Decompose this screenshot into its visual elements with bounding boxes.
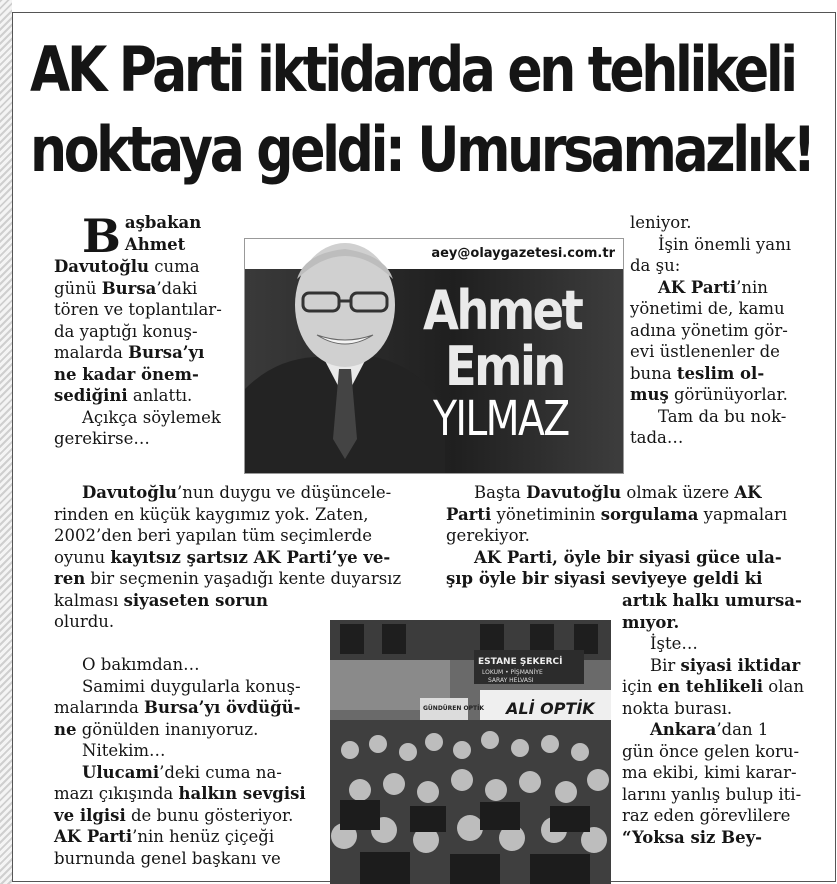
text: malarında xyxy=(54,698,145,717)
page-edge-hatch xyxy=(0,0,12,884)
text: şıp öyle bir siyasi seviyeye geldi ki xyxy=(446,569,763,588)
text: 2002’den beri yapılan tüm seçimlerde xyxy=(54,526,372,545)
text: ma ekibi, kimi karar- xyxy=(622,763,797,782)
text: da şu: xyxy=(630,256,681,275)
text: ’dan 1 xyxy=(716,720,769,739)
column-1-bottom xyxy=(54,654,324,869)
columnist-email: aey@olaygazetesi.com.tr xyxy=(393,239,623,269)
text: bir seçmenin yaşadığı kente duyarsız xyxy=(85,569,402,588)
text: Samimi duygularla konuş- xyxy=(82,676,301,696)
text: AK xyxy=(734,483,762,502)
text: Davutoğlu xyxy=(54,257,150,276)
text: olmak üzere xyxy=(621,483,735,502)
text: Nitekim… xyxy=(82,741,166,760)
shop-sign-1: ESTANE ŞEKERCİ xyxy=(478,657,563,667)
text: gönülden inanıyoruz. xyxy=(76,719,259,739)
headline xyxy=(30,30,813,190)
text: artık halkı umursa- xyxy=(622,591,802,610)
text: tada… xyxy=(630,428,684,447)
text: olan xyxy=(763,677,804,696)
text: yönetiminin xyxy=(491,504,601,524)
crowd-photo-image xyxy=(330,620,611,884)
text: burnunda genel başkanı ve xyxy=(54,848,281,868)
text: ’nin henüz çiçeği xyxy=(132,827,275,846)
text: leniyor. xyxy=(630,213,692,232)
text: anlattı. xyxy=(127,386,193,405)
text: teslim ol- xyxy=(676,363,765,383)
headline-line-2: noktaya geldi: Umursamazlık! xyxy=(30,113,813,186)
crowd-photo xyxy=(330,620,611,884)
text: ve ilgisi xyxy=(54,805,126,825)
text: aşbakan xyxy=(124,213,202,232)
text: için xyxy=(622,677,658,696)
text: günü xyxy=(54,278,102,298)
text: oyunu xyxy=(54,547,111,567)
text: yapmaları xyxy=(698,504,788,524)
text: Bursa xyxy=(101,278,157,298)
text: olurdu. xyxy=(54,612,115,631)
text: ren xyxy=(54,569,86,588)
text: ’deki cuma na- xyxy=(159,762,282,782)
text: Başta xyxy=(474,483,527,502)
text: buna xyxy=(630,363,677,383)
text: sediğini xyxy=(54,386,128,405)
text: tören ve toplantılar- xyxy=(54,300,222,319)
text: ne kadar önem- xyxy=(54,364,199,384)
text: ’daki xyxy=(156,278,198,298)
text: Davutoğlu xyxy=(82,483,178,502)
text: Bursa’yı övdüğü- xyxy=(144,698,301,717)
text: ’nin xyxy=(736,277,768,297)
text: adına yönetim gör- xyxy=(630,320,788,340)
text: nokta burası. xyxy=(622,698,733,718)
shop-sign-3: GÜNDÜREN OPTİK xyxy=(423,705,484,712)
text: ne xyxy=(54,719,77,739)
text: ’nun duygu ve düşüncele- xyxy=(177,483,392,502)
columnist-last-name: YILMAZ xyxy=(433,391,569,447)
text: AK Parti, öyle bir siyasi güce ula- xyxy=(474,547,782,567)
column-1-top xyxy=(54,209,244,450)
text: de bunu gösteriyor. xyxy=(125,805,294,825)
text: kayıtsız şartsız AK Parti’ye ve- xyxy=(110,547,391,567)
text: muş xyxy=(630,385,669,404)
text: larını yanlış bulup iti- xyxy=(622,784,802,804)
text: “Yoksa siz Bey- xyxy=(622,827,763,847)
text: malarda xyxy=(54,343,129,362)
text: AK Parti xyxy=(54,827,133,846)
text: raz eden görevlilere xyxy=(622,806,791,825)
shop-sign-1b: LOKUM • PİŞMANİYE xyxy=(482,669,543,676)
text: Parti xyxy=(446,504,492,524)
text: halkın sevgisi xyxy=(178,784,306,803)
columnist-first-name: Ahmet xyxy=(423,279,582,342)
shop-sign-2: ALİ OPTİK xyxy=(506,699,595,718)
shop-sign-1c: SARAY HELVASI xyxy=(488,677,534,684)
text: AK Parti xyxy=(658,277,737,297)
text: mıyor. xyxy=(622,612,680,632)
text: gerekirse… xyxy=(54,429,150,448)
text: görünüyorlar. xyxy=(668,385,788,404)
text: İşte… xyxy=(650,634,698,653)
columnist-portrait xyxy=(245,239,445,473)
text: da yaptığı konuş- xyxy=(54,321,198,341)
text: Açıkça söylemek xyxy=(82,407,221,427)
text: yönetimi de, kamu xyxy=(630,299,785,318)
text: en tehlikeli xyxy=(657,677,764,696)
text: Bir xyxy=(650,655,681,675)
columnist-box xyxy=(244,238,624,474)
text: Ulucami xyxy=(82,762,160,782)
text: mazı çıkışında xyxy=(54,784,179,803)
text: Bursa’yı xyxy=(128,343,205,362)
text: gün önce gelen koru- xyxy=(622,741,800,761)
text: sorgulama xyxy=(600,504,699,524)
text: O bakımdan… xyxy=(82,655,200,674)
text: Ankara xyxy=(650,720,717,739)
headline-line-1: AK Parti iktidarda en tehlikeli xyxy=(30,33,795,106)
column-1-wide xyxy=(54,482,420,633)
text: İşin önemli yanı xyxy=(658,234,791,254)
column-3-bottom xyxy=(622,590,822,848)
text: Davutoğlu xyxy=(526,483,622,502)
text: siyaseten sorun xyxy=(123,590,269,610)
text: siyasi iktidar xyxy=(680,655,801,675)
text: rinden en küçük kaygımız yok. Zaten, xyxy=(54,504,369,524)
text: Tam da bu nok- xyxy=(658,406,787,426)
text: Ahmet xyxy=(124,234,186,254)
text: kalması xyxy=(54,590,124,610)
column-2-3-wide xyxy=(446,482,826,590)
text: gerekiyor. xyxy=(446,526,530,545)
drop-cap: B xyxy=(82,209,121,263)
text: evi üstlenenler de xyxy=(630,342,780,361)
text: cuma xyxy=(149,257,200,276)
column-3-top xyxy=(630,212,820,449)
columnist-middle-name: Emin xyxy=(445,335,564,398)
